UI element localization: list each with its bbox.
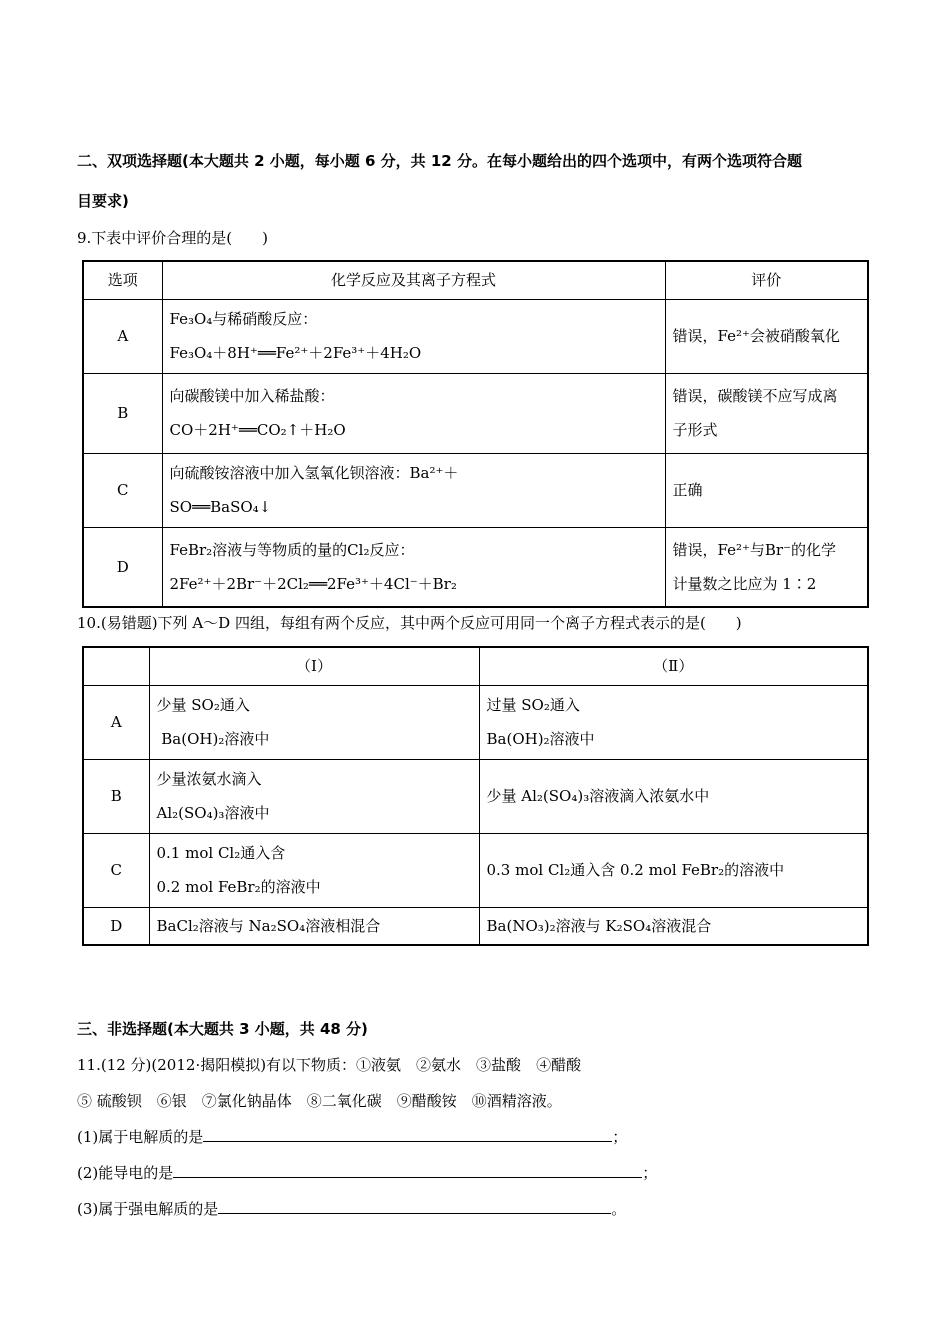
q11-part2-answer-blank[interactable] bbox=[173, 1163, 642, 1178]
q10-col1-c bbox=[149, 833, 479, 907]
q10-header-empty bbox=[83, 647, 149, 685]
cell-line: Ba(OH)₂溶液中 bbox=[486, 730, 595, 748]
table-row bbox=[83, 759, 868, 833]
q9-evaluation-d bbox=[665, 527, 868, 607]
q11-part3-answer-blank[interactable] bbox=[218, 1199, 611, 1214]
q11-part2-end: ； bbox=[642, 1164, 658, 1182]
reaction-line: CO＋2H⁺══CO₂↑＋H₂O bbox=[169, 421, 346, 439]
q10-stem: 10.(易错题)下列 A～D 四组，每组有两个反应，其中两个反应可用同一个离子方程式表示的是( ) bbox=[77, 614, 742, 632]
cell-line: Ba(OH)₂溶液中 bbox=[156, 730, 270, 748]
q10-col2-b bbox=[479, 759, 868, 833]
evaluation-line: 正确 bbox=[672, 481, 703, 499]
q9-header-option: 选项 bbox=[83, 261, 162, 299]
evaluation-line: 错误，Fe²⁺与Br⁻的化学 bbox=[672, 540, 837, 559]
evaluation-line: 计量数之比应为 1∶2 bbox=[672, 574, 817, 593]
q10-col1-d bbox=[149, 907, 479, 945]
q10-header-group1: （Ⅰ） bbox=[149, 647, 479, 685]
q10-col2-d bbox=[479, 907, 868, 945]
q9-header-evaluation: 评价 bbox=[665, 261, 868, 299]
table-row bbox=[83, 453, 868, 527]
reaction-line: 向碳酸镁中加入稀盐酸： bbox=[169, 387, 335, 405]
q10-col2-a bbox=[479, 685, 868, 759]
table-row bbox=[83, 685, 868, 759]
q9-evaluation-c bbox=[665, 453, 868, 527]
cell-line: Ba(NO₃)₂溶液与 K₂SO₄溶液混合 bbox=[486, 916, 712, 935]
q9-option-b: B bbox=[83, 373, 162, 453]
evaluation-line: 错误，Fe²⁺会被硝酸氧化 bbox=[672, 327, 840, 345]
q9-reaction-c bbox=[162, 453, 665, 527]
q10-option-c: C bbox=[83, 833, 149, 907]
q9-reaction-a bbox=[162, 299, 665, 373]
q10-option-d: D bbox=[83, 907, 149, 945]
q10-col2-c bbox=[479, 833, 868, 907]
cell-line: BaCl₂溶液与 Na₂SO₄溶液相混合 bbox=[156, 916, 381, 935]
q11-stem-line2: ⑤ 硫酸钡 ⑥银 ⑦氯化钠晶体 ⑧二氧化碳 ⑨醋酸铵 ⑩酒精溶液。 bbox=[77, 1092, 562, 1110]
q11-part2-label: (2)能导电的是 bbox=[77, 1164, 174, 1182]
q9-header-reaction: 化学反应及其离子方程式 bbox=[162, 261, 665, 299]
q10-col1-a bbox=[149, 685, 479, 759]
q10-header-group2: （Ⅱ） bbox=[479, 647, 868, 685]
q10-option-b: B bbox=[83, 759, 149, 833]
cell-line: 少量浓氨水滴入 bbox=[156, 770, 262, 788]
q10-header-row bbox=[83, 647, 868, 685]
q11-part3-end: 。 bbox=[611, 1200, 627, 1218]
q9-reaction-b bbox=[162, 373, 665, 453]
q11-part3 bbox=[77, 1198, 626, 1219]
section3-heading: 三、非选择题(本大题共 3 小题，共 48 分) bbox=[77, 1020, 368, 1038]
q11-part1 bbox=[77, 1126, 627, 1147]
table-row bbox=[83, 833, 868, 907]
q9-reaction-d bbox=[162, 527, 665, 607]
q10-col1-b bbox=[149, 759, 479, 833]
table-row bbox=[83, 907, 868, 945]
q9-option-c: C bbox=[83, 453, 162, 527]
cell-line: 0.1 mol Cl₂通入含 bbox=[156, 844, 286, 862]
q11-part1-end: ； bbox=[612, 1128, 628, 1146]
table-row bbox=[83, 299, 868, 373]
q11-part1-label: (1)属于电解质的是 bbox=[77, 1128, 204, 1146]
q9-option-a: A bbox=[83, 299, 162, 373]
evaluation-line: 子形式 bbox=[672, 421, 718, 439]
q9-evaluation-a bbox=[665, 299, 868, 373]
q9-table bbox=[82, 260, 869, 608]
q11-stem-line1: 11.(12 分)(2012·揭阳模拟)有以下物质：①液氨 ②氨水 ③盐酸 ④醋酸 bbox=[77, 1056, 582, 1074]
table-row bbox=[83, 527, 868, 607]
q9-evaluation-b bbox=[665, 373, 868, 453]
q10-option-a: A bbox=[83, 685, 149, 759]
evaluation-line: 错误，碳酸镁不应写成离 bbox=[672, 387, 838, 405]
table-row bbox=[83, 373, 868, 453]
cell-line: Al₂(SO₄)₃溶液中 bbox=[156, 804, 270, 822]
reaction-line: FeBr₂溶液与等物质的量的Cl₂反应： bbox=[169, 540, 415, 559]
q10-table bbox=[82, 646, 869, 946]
section2-heading-line2: 目要求) bbox=[77, 192, 129, 210]
q11-part1-answer-blank[interactable] bbox=[203, 1127, 612, 1142]
cell-line: 少量 Al₂(SO₄)₃溶液滴入浓氨水中 bbox=[486, 787, 710, 805]
section2-heading-line1: 二、双项选择题(本大题共 2 小题，每小题 6 分，共 12 分。在每小题给出的四个选项中，有两个选项符合题 bbox=[77, 152, 802, 170]
q9-option-d: D bbox=[83, 527, 162, 607]
q11-part2 bbox=[77, 1162, 657, 1183]
reaction-line: Fe₃O₄＋8H⁺══Fe²⁺＋2Fe³⁺＋4H₂O bbox=[169, 344, 422, 362]
reaction-line: Fe₃O₄与稀硝酸反应： bbox=[169, 310, 318, 328]
q11-part3-label: (3)属于强电解质的是 bbox=[77, 1200, 219, 1218]
reaction-line: SO══BaSO₄↓ bbox=[169, 498, 272, 516]
cell-line: 0.2 mol FeBr₂的溶液中 bbox=[156, 878, 321, 896]
q9-stem: 9.下表中评价合理的是( ) bbox=[77, 229, 269, 247]
reaction-line: 向硫酸铵溶液中加入氢氧化钡溶液：Ba²⁺＋ bbox=[169, 464, 459, 482]
reaction-line: 2Fe²⁺＋2Br⁻＋2Cl₂══2Fe³⁺＋4Cl⁻＋Br₂ bbox=[169, 574, 457, 593]
cell-line: 0.3 mol Cl₂通入含 0.2 mol FeBr₂的溶液中 bbox=[486, 861, 785, 879]
q9-header-row bbox=[83, 261, 868, 299]
cell-line: 过量 SO₂通入 bbox=[486, 696, 580, 714]
cell-line: 少量 SO₂通入 bbox=[156, 696, 250, 714]
